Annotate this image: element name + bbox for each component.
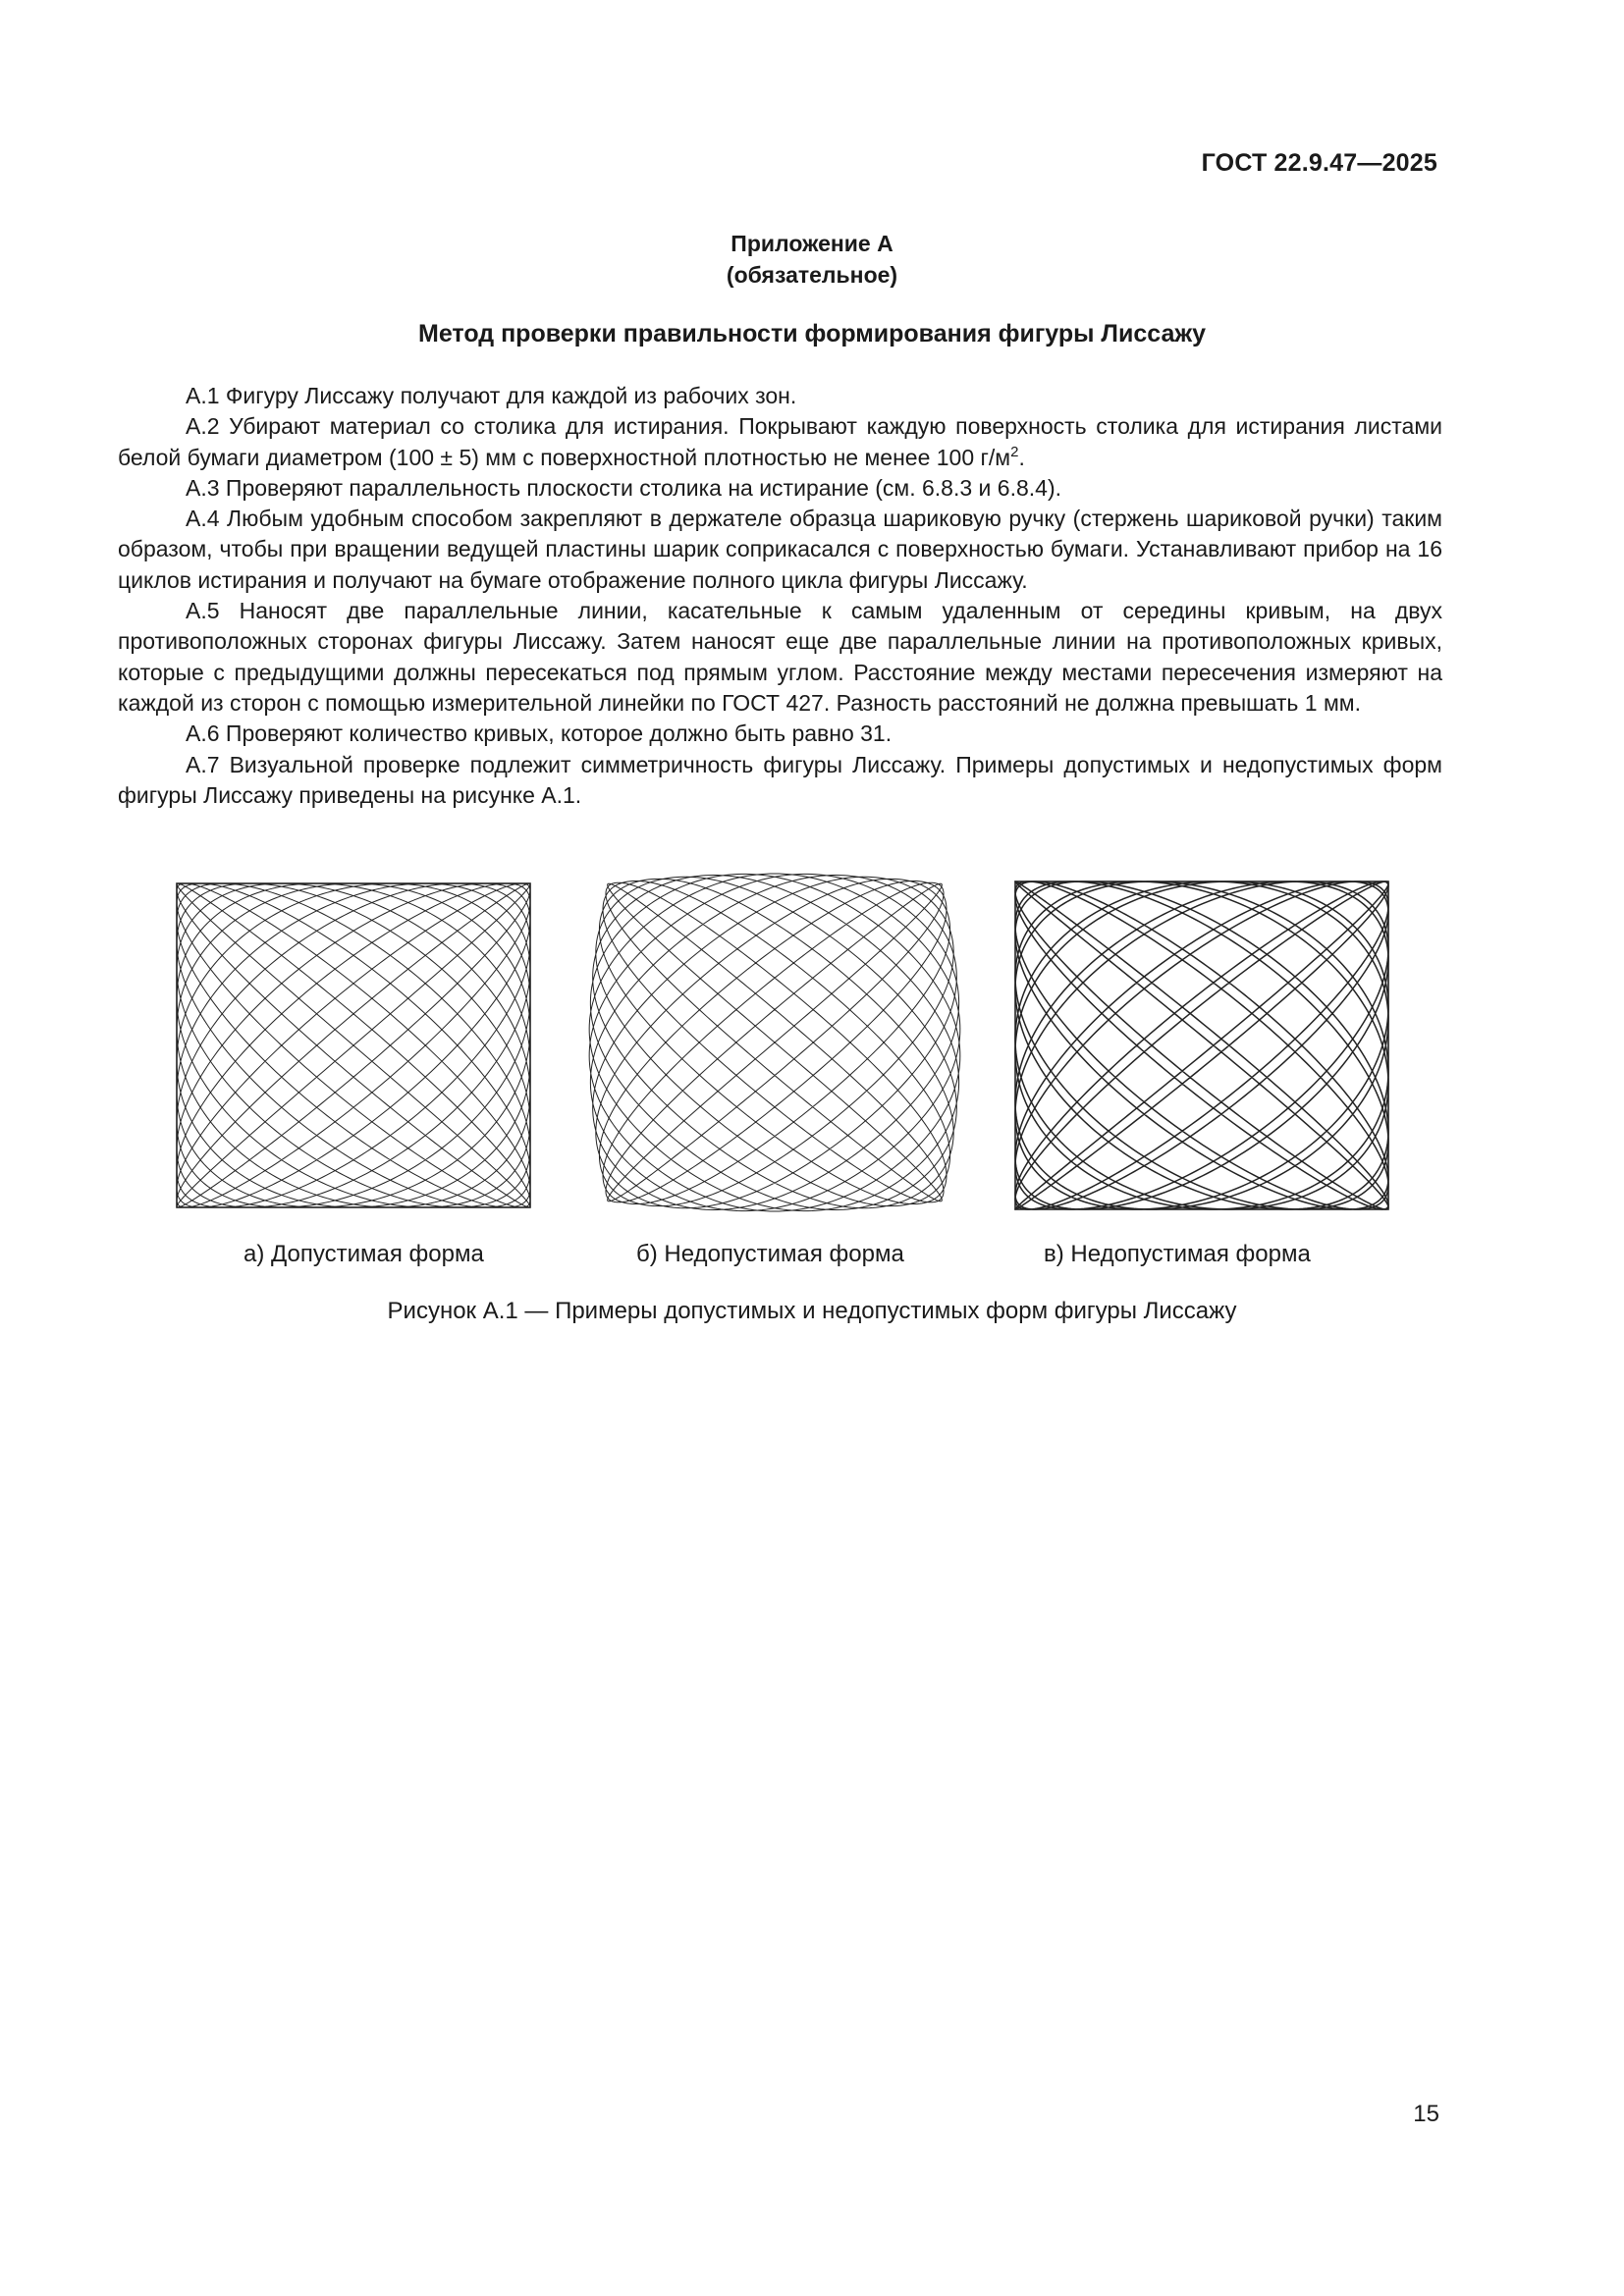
lissajous-figure-skewed	[1013, 880, 1390, 1211]
paragraph-a2	[118, 411, 1442, 473]
paragraph-a5: А.5 Наносят две параллельные линии, касательные к самым удаленным от середины кривым, на двух противоположных сторонах фигуры Лиссажу. Затем наносят еще две параллельные линии на противоположных кривых, которые с предыдущими должны пересекаться под прямым углом. Расстояние между местами пересечения измеряют на каждой из сторон с помощью измерительной линейки по ГОСТ 427. Разность расстояний не должна превышать 1 мм.	[118, 598, 1442, 716]
paragraph-a6: А.6 Проверяют количество кривых, которое должно быть равно 31.	[186, 721, 893, 747]
paragraph-a7: А.7 Визуальной проверке подлежит симметричность фигуры Лиссажу. Примеры допустимых и недопустимых форм фигуры Лиссажу приведены на рисунке А.1.	[118, 751, 1442, 808]
appendix-status: (обязательное)	[726, 262, 898, 288]
superscript: 2	[1010, 443, 1019, 460]
appendix-heading	[0, 228, 1624, 291]
page-number: 15	[1413, 2101, 1439, 2127]
lissajous-curve	[589, 874, 960, 1211]
figure-c-unacceptable	[1013, 880, 1390, 1211]
paragraph-a2-end: .	[1018, 444, 1025, 470]
caption-c: в) Недопустимая форма	[1044, 1241, 1311, 1267]
figure-b-unacceptable	[587, 872, 962, 1213]
caption-a: а) Допустимая форма	[244, 1241, 484, 1267]
figure-title: Рисунок А.1 — Примеры допустимых и недопустимых форм фигуры Лиссажу	[387, 1298, 1237, 1324]
caption-b: б) Недопустимая форма	[636, 1241, 904, 1267]
paragraph-a4: А.4 Любым удобным способом закрепляют в держателе образца шариковую ручку (стержень шариковой ручки) таким образом, чтобы при вращении ведущей пластины шарик соприкасался с поверхностью бумаги. Устанавливают прибор на 16 циклов истирания и получают на бумаге отображение полного цикла фигуры Лиссажу.	[118, 506, 1442, 593]
document-code: ГОСТ 22.9.47—2025	[1201, 149, 1437, 177]
paragraph-a1: А.1 Фигуру Лиссажу получают для каждой из рабочих зон.	[186, 383, 797, 408]
lissajous-curve	[1015, 881, 1388, 1209]
figure-a-acceptable	[175, 881, 532, 1209]
appendix-title: Приложение А	[731, 231, 893, 256]
body-text	[118, 381, 1442, 811]
section-title: Метод проверки правильности формирования фигуры Лиссажу	[418, 320, 1206, 347]
lissajous-curve	[177, 883, 530, 1207]
lissajous-figure-rounded	[587, 872, 962, 1213]
lissajous-figure-acceptable	[175, 881, 532, 1209]
paragraph-a3: А.3 Проверяют параллельность плоскости столика на истирание (см. 6.8.3 и 6.8.4).	[186, 474, 1061, 501]
paragraph-a2-text: А.2 Убирают материал со столика для истирания. Покрывают каждую поверхность столика для истирания листами белой бумаги диаметром (100 ± 5) мм с поверхностной плотностью не менее 100 г/м	[118, 413, 1442, 470]
